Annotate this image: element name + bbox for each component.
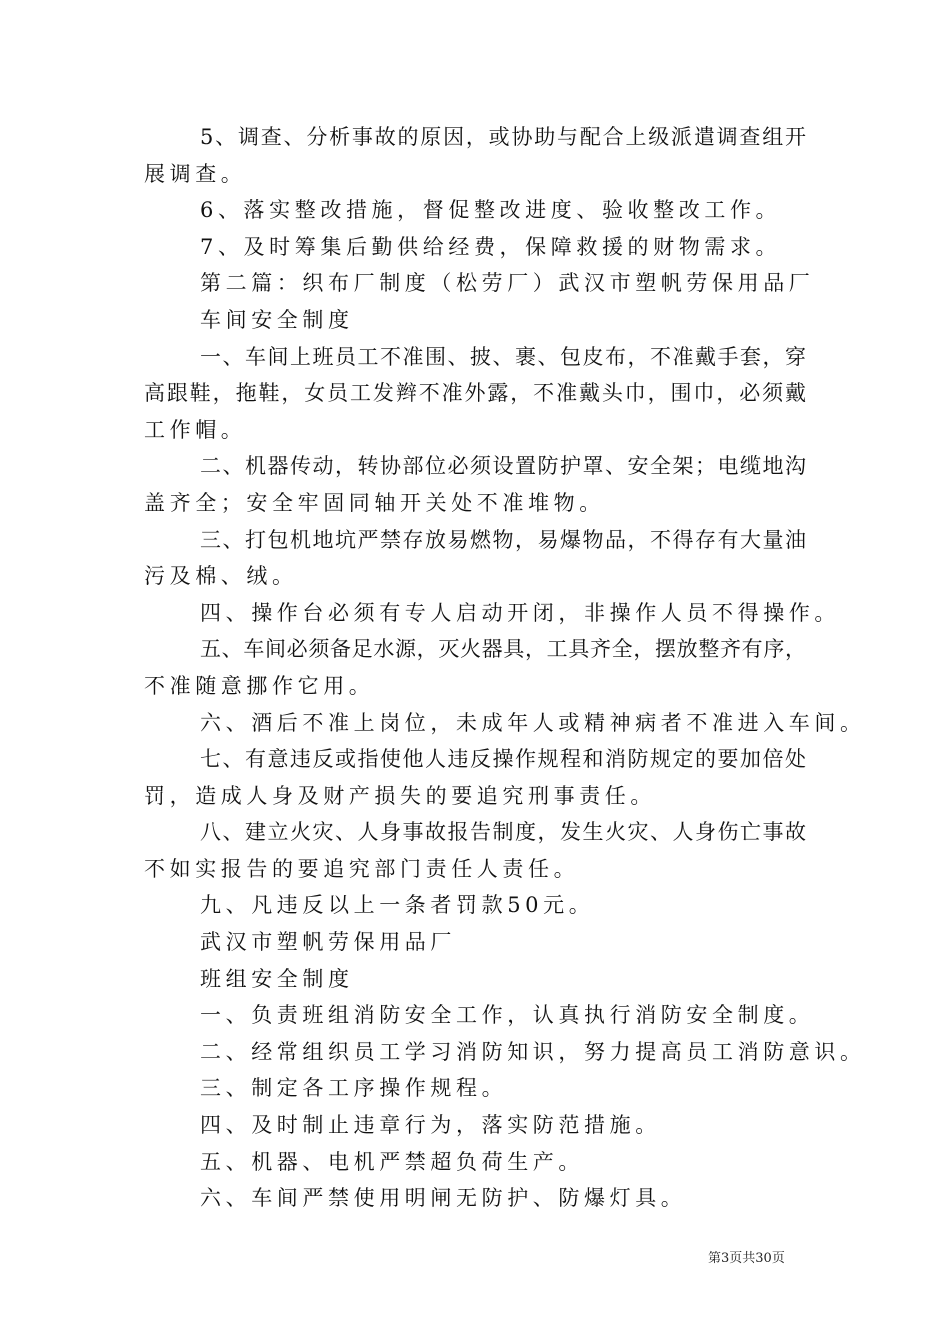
paragraph	[144, 1034, 866, 1071]
text-line: 车间安全制度	[200, 307, 354, 332]
text-line: 五、机器、电机严禁超负荷生产。	[200, 1149, 584, 1174]
text-line: 七、有意违反或指使他人违反操作规程和消防规定的要加倍处	[200, 747, 806, 772]
text-line: 不准随意挪作它用。	[144, 673, 375, 698]
paragraph	[144, 302, 806, 339]
text-line: 工作帽。	[144, 417, 247, 442]
paragraph	[144, 997, 815, 1034]
text-line: 九、凡违反以上一条者罚款50元。	[200, 893, 595, 918]
paragraph	[144, 119, 806, 192]
text-line: 三、打包机地坑严禁存放易燃物，易爆物品，不得存有大量油	[200, 527, 806, 552]
paragraph	[144, 265, 815, 302]
text-line: 五、车间必须备足水源，灭火器具，工具齐全，摆放整齐有序，	[200, 637, 806, 662]
text-line: 二、经常组织员工学习消防知识，努力提高员工消防意识。	[200, 1039, 866, 1064]
paragraph	[144, 1107, 806, 1144]
text-line: 四、操作台必须有专人启动开闭，非操作人员不得操作。	[200, 600, 840, 625]
paragraph	[144, 339, 806, 449]
document-body	[144, 119, 866, 1217]
text-line: 四、及时制止违章行为，落实防范措施。	[200, 1113, 661, 1138]
text-line: 六、酒后不准上岗位，未成年人或精神病者不准进入车间。	[200, 710, 866, 735]
text-line: 班组安全制度	[200, 966, 354, 991]
text-line: 一、车间上班员工不准围、披、裹、包皮布，不准戴手套，穿	[200, 344, 806, 369]
text-line: 三、制定各工序操作规程。	[200, 1076, 508, 1101]
page-number: 第3页共30页	[708, 1251, 785, 1266]
text-line: 盖齐全；安全牢固同轴开关处不准堆物。	[144, 490, 605, 515]
paragraph	[144, 924, 806, 961]
text-line: 一、负责班组消防安全工作，认真执行消防安全制度。	[200, 1003, 815, 1028]
paragraph	[144, 192, 806, 229]
paragraph	[144, 1144, 806, 1181]
text-line: 六、车间严禁使用明闸无防护、防爆灯具。	[200, 1186, 687, 1211]
paragraph	[144, 229, 806, 266]
text-line: 第二篇：织布厂制度（松劳厂）武汉市塑帆劳保用品厂	[200, 271, 815, 296]
paragraph	[144, 961, 806, 998]
paragraph	[144, 814, 806, 887]
paragraph	[144, 1180, 806, 1217]
paragraph	[144, 595, 840, 632]
paragraph	[144, 631, 806, 704]
text-line: 二、机器传动，转协部位必须设置防护罩、安全架；电缆地沟	[200, 454, 806, 479]
text-line: 5、调查、分析事故的原因，或协助与配合上级派遣调查组开	[200, 125, 806, 149]
text-line: 罚，造成人身及财产损失的要追究刑事责任。	[144, 783, 656, 808]
text-line: 高跟鞋，拖鞋，女员工发辫不准外露，不准戴头巾，围巾，必须戴	[144, 381, 806, 406]
text-line: 展调查。	[144, 161, 247, 186]
text-line: 7、及时筹集后勤供给经费，保障救援的财物需求。	[200, 234, 782, 259]
paragraph	[144, 448, 806, 521]
paragraph	[144, 887, 806, 924]
text-line: 6、落实整改措施，督促整改进度、验收整改工作。	[200, 198, 782, 223]
text-line: 不如实报告的要追究部门责任人责任。	[144, 856, 580, 881]
text-line: 武汉市塑帆劳保用品厂	[200, 930, 456, 955]
paragraph	[144, 705, 866, 742]
paragraph	[144, 1070, 806, 1107]
text-line: 污及棉、绒。	[144, 564, 298, 589]
text-line: 八、建立火灾、人身事故报告制度，发生火灾、人身伤亡事故	[200, 820, 806, 845]
paragraph	[144, 741, 806, 814]
paragraph	[144, 522, 806, 595]
